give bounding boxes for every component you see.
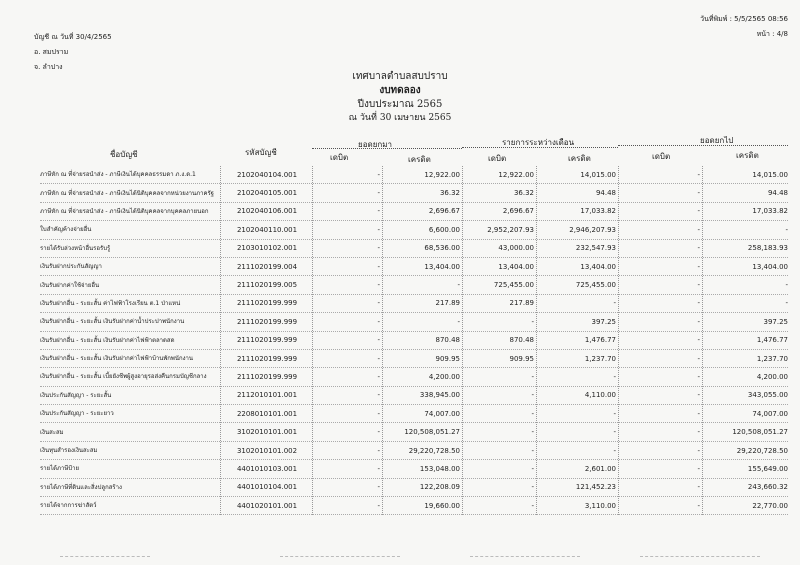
cf-credit: 94.48 <box>767 189 788 198</box>
mv-credit: - <box>613 446 616 455</box>
col-code: รหัสบัญชี <box>245 148 277 157</box>
bf-debit: - <box>377 372 380 381</box>
bf-credit: 870.48 <box>435 336 460 345</box>
mv-credit: - <box>613 372 616 381</box>
bf-debit: - <box>377 428 380 437</box>
col-debit: เดบิต <box>330 153 349 162</box>
account-code: 4401020101.001 <box>236 501 298 510</box>
col-name: ชื่อบัญชี <box>110 150 138 159</box>
mv-credit: 4,110.00 <box>584 391 616 400</box>
cf-credit: 13,404.00 <box>752 262 788 271</box>
bf-credit: 4,200.00 <box>428 372 460 381</box>
trial-balance-table <box>40 134 788 515</box>
cf-debit: - <box>697 409 700 418</box>
mv-credit: 1,237.70 <box>584 354 616 363</box>
account-name: รายได้จากการฆ่าสัตว์ <box>40 502 97 510</box>
account-code: 2111020199.999 <box>236 299 298 308</box>
bf-debit: - <box>377 501 380 510</box>
table-header <box>40 134 788 166</box>
mv-debit: 12,922.00 <box>498 170 534 179</box>
mv-debit: - <box>531 464 534 473</box>
bf-debit: - <box>377 354 380 363</box>
account-name: เงินรับฝากอื่น - ระยะสั้น เงินรับฝากค่าน้ำประปาพนักงาน <box>40 318 185 326</box>
col-brought-forward: ยอดยกมา <box>358 140 392 149</box>
mv-debit: 36.32 <box>513 189 534 198</box>
bf-debit: - <box>377 409 380 418</box>
account-name: ภาษีหัก ณ ที่จ่ายรอนำส่ง - ภาษีเงินได้นิติบุคคลจากบุคคลภายนอก <box>40 207 209 215</box>
account-name: เงินทุนสำรองเงินสะสม <box>40 447 98 455</box>
page-number: หน้า : 4/8 <box>756 30 788 38</box>
bf-credit: 120,508,051.27 <box>404 428 460 437</box>
cf-debit: - <box>697 207 700 216</box>
table-row <box>40 479 788 497</box>
account-code: 2111020199.999 <box>236 317 298 326</box>
bf-credit: 217.89 <box>435 299 460 308</box>
cf-credit: - <box>785 225 788 234</box>
mv-debit: 217.89 <box>509 299 534 308</box>
account-code: 3102010101.001 <box>236 428 298 437</box>
mv-credit: 397.25 <box>591 317 616 326</box>
bf-credit: 153,048.00 <box>419 464 460 473</box>
cf-debit: - <box>697 354 700 363</box>
account-code: 2111020199.999 <box>236 372 298 381</box>
table-row <box>40 276 788 294</box>
account-name: รายได้ภาษีป้าย <box>40 465 79 473</box>
bf-debit: - <box>377 336 380 345</box>
mv-credit: 2,946,207.93 <box>569 225 616 234</box>
account-code: 2102040110.001 <box>236 225 298 234</box>
table-row <box>40 221 788 239</box>
mv-debit: 870.48 <box>509 336 534 345</box>
cf-credit: 29,220,728.50 <box>736 446 788 455</box>
cf-credit: 74,007.00 <box>752 409 788 418</box>
account-name: เงินประกันสัญญา - ระยะยาว <box>40 410 114 418</box>
account-code: 2208010101.001 <box>236 409 298 418</box>
table-body <box>40 166 788 515</box>
mv-debit: 2,696.67 <box>502 207 534 216</box>
mv-credit: 1,476.77 <box>584 336 616 345</box>
bf-debit: - <box>377 225 380 234</box>
table-row <box>40 258 788 276</box>
cf-debit: - <box>697 262 700 271</box>
table-row <box>40 332 788 350</box>
col-credit: เครดิต <box>736 151 759 160</box>
table-row <box>40 368 788 386</box>
cf-debit: - <box>697 317 700 326</box>
fiscal-year: ปีงบประมาณ 2565 <box>357 99 443 110</box>
cf-credit: 258,183.93 <box>747 244 788 253</box>
account-code: 2102040104.001 <box>236 170 298 179</box>
account-name: รายได้รับล่วงหน้าอื่นรอรับรู้ <box>40 244 111 252</box>
cf-credit: - <box>785 281 788 290</box>
account-name: รายได้ภาษีที่ดินและสิ่งปลูกสร้าง <box>40 483 122 491</box>
table-row <box>40 405 788 423</box>
mv-credit: 232,547.93 <box>575 244 616 253</box>
mv-debit: 2,952,207.93 <box>487 225 534 234</box>
cf-credit: 14,015.00 <box>752 170 788 179</box>
cf-debit: - <box>697 336 700 345</box>
cf-credit: 4,200.00 <box>756 372 788 381</box>
mv-credit: - <box>613 299 616 308</box>
account-code: 2111020199.999 <box>236 336 298 345</box>
table-row <box>40 313 788 331</box>
mv-debit: 909.95 <box>509 354 534 363</box>
mv-debit: 43,000.00 <box>498 244 534 253</box>
cf-debit: - <box>697 281 700 290</box>
cf-debit: - <box>697 189 700 198</box>
col-carried-forward: ยอดยกไป <box>700 136 734 145</box>
mv-credit: 725,455.00 <box>575 281 616 290</box>
bf-credit: 12,922.00 <box>424 170 460 179</box>
account-name: เงินรับฝากอื่น - ระยะสั้น เงินรับฝากค่าไฟฟ้าตลาดสด <box>40 336 175 344</box>
account-code: 2111020199.999 <box>236 354 298 363</box>
mv-debit: - <box>531 428 534 437</box>
table-row <box>40 497 788 515</box>
bf-debit: - <box>377 391 380 400</box>
bf-debit: - <box>377 170 380 179</box>
bf-credit: 6,600.00 <box>428 225 460 234</box>
bf-debit: - <box>377 281 380 290</box>
col-debit: เดบิต <box>652 152 671 161</box>
bf-debit: - <box>377 317 380 326</box>
col-credit: เครดิต <box>408 155 431 164</box>
cf-debit: - <box>697 225 700 234</box>
account-name: เงินรับฝากประกันสัญญา <box>40 263 102 271</box>
bf-credit: - <box>457 317 460 326</box>
bf-debit: - <box>377 207 380 216</box>
table-row <box>40 460 788 478</box>
mv-credit: 13,404.00 <box>580 262 616 271</box>
table-row <box>40 295 788 313</box>
account-name: เงินรับฝากอื่น - ระยะสั้น ค่าไฟฟ้าโรงเรียน ต.1 ป่าแหน่ <box>40 299 181 307</box>
bf-credit: - <box>457 281 460 290</box>
cf-debit: - <box>697 483 700 492</box>
account-name: ภาษีหัก ณ ที่จ่ายรอนำส่ง - ภาษีเงินได้บุคคลธรรมดา ภ.ง.ด.1 <box>40 171 196 179</box>
printed-date: วันที่พิมพ์ : 5/5/2565 08:56 <box>700 15 788 23</box>
mv-debit: - <box>531 446 534 455</box>
as-of-date: ณ วันที่ 30 เมษายน 2565 <box>348 113 452 123</box>
header-line: บัญชี ณ วันที่ 30/4/2565 <box>34 33 112 41</box>
mv-credit: - <box>613 409 616 418</box>
cf-debit: - <box>697 391 700 400</box>
cf-credit: 397.25 <box>763 317 788 326</box>
report-name: งบทดลอง <box>379 85 421 96</box>
report-header-left <box>34 30 112 75</box>
bf-credit: 122,208.09 <box>419 483 460 492</box>
organization-name: เทศบาลตำบลสบปราบ <box>352 71 448 82</box>
cf-debit: - <box>697 446 700 455</box>
cf-credit: 1,237.70 <box>756 354 788 363</box>
mv-debit: 13,404.00 <box>498 262 534 271</box>
cf-credit: 120,508,051.27 <box>732 428 788 437</box>
bf-debit: - <box>377 464 380 473</box>
table-row <box>40 423 788 441</box>
cf-credit: 22,770.00 <box>752 501 788 510</box>
table-row <box>40 166 788 184</box>
bf-debit: - <box>377 262 380 271</box>
mv-credit: 2,601.00 <box>584 464 616 473</box>
table-row <box>40 203 788 221</box>
account-name: เงินรับฝากอื่น - ระยะสั้น เบี้ยยังชีพผู้สูงอายุรอส่งคืนกรมบัญชีกลาง <box>40 373 207 381</box>
account-name: ใบสำคัญค้างจ่ายอื่น <box>40 226 92 234</box>
account-name: ภาษีหัก ณ ที่จ่ายรอนำส่ง - ภาษีเงินได้นิติบุคคลจากหน่วยงานภาครัฐ <box>40 189 214 197</box>
mv-credit: 14,015.00 <box>580 170 616 179</box>
cf-debit: - <box>697 299 700 308</box>
mv-debit: - <box>531 501 534 510</box>
mv-credit: 121,452.23 <box>575 483 616 492</box>
bf-credit: 19,660.00 <box>424 501 460 510</box>
table-row <box>40 442 788 460</box>
account-code: 2111020199.005 <box>236 281 298 290</box>
mv-debit: - <box>531 483 534 492</box>
cf-debit: - <box>697 464 700 473</box>
account-name: เงินรับฝากอื่น - ระยะสั้น เงินรับฝากค่าไฟฟ้าบ้านพักพนักงาน <box>40 355 194 363</box>
bf-credit: 13,404.00 <box>424 262 460 271</box>
account-code: 3102010101.002 <box>236 446 298 455</box>
report-title <box>0 70 800 124</box>
account-name: เงินประกันสัญญา - ระยะสั้น <box>40 391 112 399</box>
header-line: อ. สมปราม <box>34 48 69 56</box>
account-code: 4401010103.001 <box>236 464 298 473</box>
header-line: จ. ลำปาง <box>34 63 63 71</box>
cf-debit: - <box>697 428 700 437</box>
bf-credit: 68,536.00 <box>424 244 460 253</box>
cf-credit: - <box>785 299 788 308</box>
bf-credit: 74,007.00 <box>424 409 460 418</box>
bf-credit: 2,696.67 <box>428 207 460 216</box>
mv-credit: 94.48 <box>595 189 616 198</box>
col-credit: เครดิต <box>568 154 591 163</box>
mv-credit: 3,110.00 <box>584 501 616 510</box>
bf-debit: - <box>377 189 380 198</box>
col-debit: เดบิต <box>488 154 507 163</box>
bf-credit: 909.95 <box>435 354 460 363</box>
bf-debit: - <box>377 446 380 455</box>
mv-debit: - <box>531 391 534 400</box>
account-code: 2112010101.001 <box>236 391 298 400</box>
mv-credit: 17,033.82 <box>580 207 616 216</box>
report-header-right <box>700 12 788 42</box>
account-code: 4401010104.001 <box>236 483 298 492</box>
table-row <box>40 387 788 405</box>
account-code: 2102040105.001 <box>236 189 298 198</box>
cf-debit: - <box>697 501 700 510</box>
cf-credit: 343,055.00 <box>747 391 788 400</box>
cf-credit: 155,649.00 <box>747 464 788 473</box>
cf-credit: 1,476.77 <box>756 336 788 345</box>
bf-credit: 36.32 <box>439 189 460 198</box>
mv-debit: - <box>531 409 534 418</box>
bf-debit: - <box>377 244 380 253</box>
account-code: 2102040106.001 <box>236 207 298 216</box>
mv-credit: - <box>613 428 616 437</box>
account-name: เงินสะสม <box>40 428 64 436</box>
bf-debit: - <box>377 299 380 308</box>
col-movement: รายการระหว่างเดือน <box>502 138 575 147</box>
cf-debit: - <box>697 244 700 253</box>
account-name: เงินรับฝากค่าใช้จ่ายอื่น <box>40 281 100 289</box>
mv-debit: 725,455.00 <box>493 281 534 290</box>
table-row <box>40 240 788 258</box>
account-code: 2111020199.004 <box>236 262 298 271</box>
bf-credit: 29,220,728.50 <box>408 446 460 455</box>
bf-debit: - <box>377 483 380 492</box>
account-code: 2103010102.001 <box>236 244 298 253</box>
mv-debit: - <box>531 372 534 381</box>
cf-credit: 17,033.82 <box>752 207 788 216</box>
table-row <box>40 184 788 202</box>
cf-debit: - <box>697 372 700 381</box>
cf-debit: - <box>697 170 700 179</box>
table-row <box>40 350 788 368</box>
bf-credit: 338,945.00 <box>419 391 460 400</box>
cf-credit: 243,660.32 <box>747 483 788 492</box>
mv-debit: - <box>531 317 534 326</box>
